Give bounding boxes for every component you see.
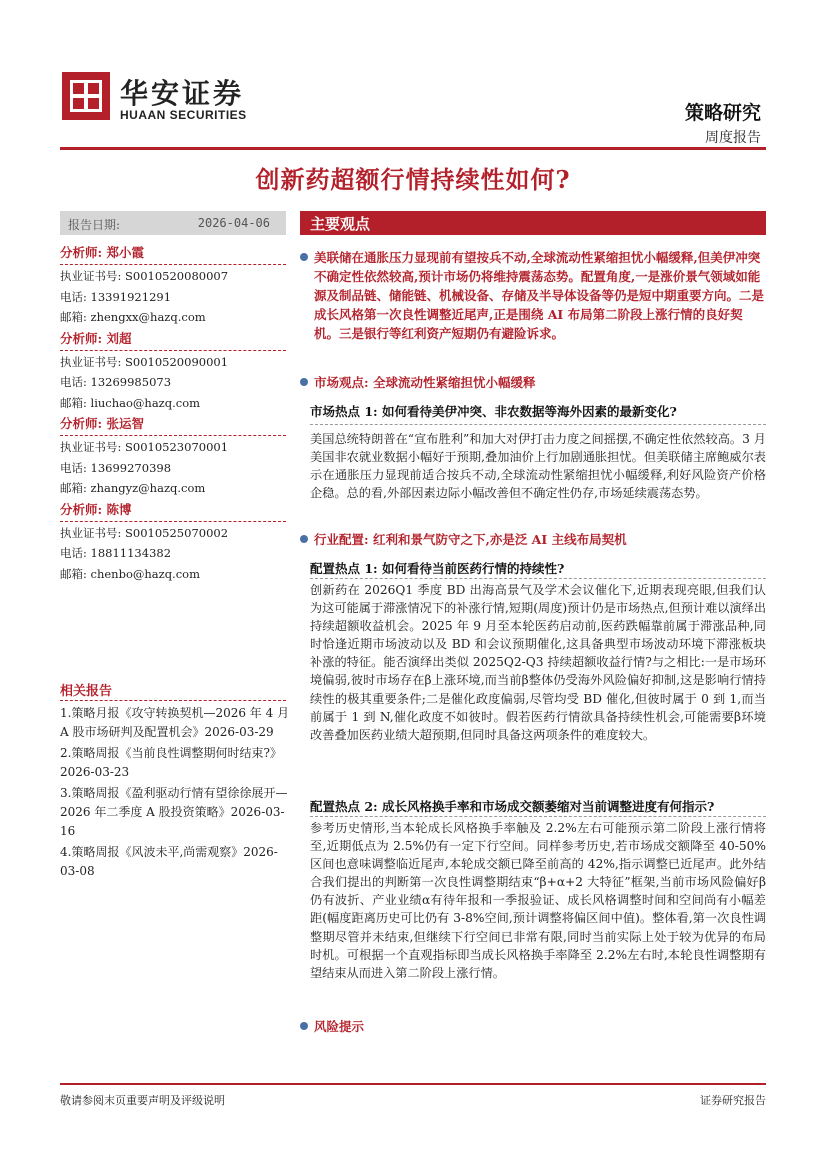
- market-view-title: 市场观点: 全球流动性紧缩担忧小幅缓释: [314, 375, 536, 390]
- risk-title: 风险提示: [314, 1019, 365, 1034]
- market-hotspot-paragraph: 美国总统特朗普在“宣布胜利”和加大对伊打击力度之间摇摆,不确定性依然较高。3 月美国非农就业数据小幅好于预期,叠加油价上行加剧通胀担忧。但美联储主席鲍威尔表示在通胀压力显现前适合按兵不动,全球流动性紧缩担忧小幅缓释,利好风险资产价格企稳。总的看,外部因素边际小幅改善但不确定性仍存,市场延续震荡态势。: [310, 432, 766, 501]
- analyst-phone: 电话: 13699270398: [60, 460, 172, 475]
- analyst-list: [60, 242, 286, 584]
- topic-divider: [310, 816, 766, 817]
- analyst-name: 分析师: 郑小霞: [60, 245, 144, 260]
- analyst-email[interactable]: 邮箱: zhangyz@hazq.com: [60, 481, 206, 495]
- analyst-phone: 电话: 18811134382: [60, 546, 172, 560]
- risk-bullet: [300, 1017, 766, 1036]
- analyst-email[interactable]: 邮箱: liuchao@hazq.com: [60, 395, 201, 410]
- report-date-label: 报告日期:: [68, 218, 121, 232]
- bullet-dot-icon: [300, 253, 308, 261]
- logo-mark-icon: [62, 72, 110, 120]
- industry-config-bullet: [300, 530, 766, 549]
- analyst-phone: 电话: 13269985073: [60, 375, 172, 389]
- summary-text: 美联储在通胀压力显现前有望按兵不动,全球流动性紧缩担忧小幅缓释,但美伊冲突不确定性依然较高,预计市场仍将维持震荡态势。配置角度,一是涨价景气领域如能源及制品链、储能链、机械设备、存储及半导体设备等仍是短中期重要方向。二是成长风格第一次良性调整近尾声,正是围绕 AI 布局第二阶段上涨行情的良好契机。三是银行等红利资产短期仍有避险诉求。: [314, 250, 765, 341]
- analyst-block: [60, 499, 286, 585]
- config-hotspot-1-paragraph: 创新药在 2026Q1 季度 BD 出海高景气及学术会议催化下,近期表现亮眼,但我们认为这可能属于滞涨情况下的补涨行情,短期(周度)预计仍是市场热点,但预计难以演绎出持续超额收益机会。2025 年 9 月至本轮医药启动前,医药跌幅靠前属于滞涨品种,同时恰逢近期市场波动以及 BD 和会议预期催化,这具备典型市场波动环境下滞涨板块补涨的特征。能否演绎出类似 2025Q2-Q3 持续超额收益行情?与之相比:一是市场环境偏弱,彼时市场存在β上涨环境,而当前β整体仍受海外风险偏好抑制,这是影响行情持续性的极其重要条件;二是催化政度偏弱,尽管均受 BD 催化,但彼时属于 0 到 1,而当前属于 1 到 N,催化政度不如彼时。假若医药行情欲具备持续性机会,可能需要β环境改善叠加医药业绩大超预期,但同时具备这两项条件的难度较大。: [310, 583, 767, 742]
- related-reports-title: 相关报告: [60, 684, 113, 699]
- market-view-bullet: [300, 373, 766, 392]
- main-points-title: 主要观点: [310, 215, 371, 233]
- report-date-bar: [60, 211, 286, 235]
- analyst-cert: 执业证书号: S0010525070002: [60, 525, 229, 540]
- bullet-dot-icon: [300, 378, 308, 386]
- analyst-name: 分析师: 刘超: [60, 330, 132, 346]
- topic-divider: [310, 578, 766, 579]
- logo-chinese-name: 华安证券: [120, 77, 245, 110]
- bullet-dot-icon: [300, 1022, 308, 1030]
- analyst-name: 分析师: 陈博: [60, 501, 132, 517]
- related-report-item[interactable]: 4.策略周报《风波未平,尚需观察》2026-03-08: [60, 845, 278, 878]
- footer-divider: [60, 1083, 766, 1085]
- analyst-block: [60, 242, 286, 328]
- related-reports-divider: [60, 700, 286, 701]
- analyst-cert: 执业证书号: S0010523070001: [60, 440, 229, 454]
- analyst-block: [60, 413, 286, 499]
- config-hotspot-2-title: 配置热点 2: 成长风格换手率和市场成交额萎缩对当前调整进度有何指示?: [310, 799, 715, 814]
- topic-divider: [310, 424, 766, 425]
- industry-config-title: 行业配置: 红利和景气防守之下,亦是泛 AI 主线布局契机: [314, 532, 627, 547]
- footer-report-label: 证券研究报告: [700, 1094, 766, 1107]
- analyst-cert: 执业证书号: S0010520090001: [60, 354, 229, 369]
- analyst-name: 分析师: 张运智: [60, 416, 144, 431]
- analyst-block: [60, 328, 286, 414]
- summary-bullet: [300, 248, 766, 343]
- analyst-cert: 执业证书号: S0010520080007: [60, 269, 229, 283]
- header-divider: [60, 147, 766, 150]
- analyst-phone: 电话: 13391921291: [60, 289, 172, 304]
- market-hotspot-title: 市场热点 1: 如何看待美伊冲突、非农数据等海外因素的最新变化?: [310, 404, 677, 419]
- analyst-email[interactable]: 邮箱: zhengxx@hazq.com: [60, 310, 206, 324]
- report-date-value: 2026-04-06: [197, 216, 270, 230]
- related-report-item[interactable]: 1.策略月报《攻守转换契机—2026 年 4 月 A 股市场研判及配置机会》2026-03-29: [60, 706, 290, 739]
- logo-english-name: HUAAN SECURITIES: [120, 108, 247, 122]
- related-report-item[interactable]: 2.策略周报《当前良性调整期何时结束?》2026-03-23: [60, 746, 282, 779]
- page-title: 创新药超额行情持续性如何?: [255, 165, 571, 194]
- analyst-email[interactable]: 邮箱: chenbo@hazq.com: [60, 566, 200, 581]
- report-type: 周度报告: [705, 130, 761, 146]
- related-report-item[interactable]: 3.策略周报《盈利驱动行情有望徐徐展开—2026 年二季度 A 股投资策略》2026-03-16: [60, 786, 288, 838]
- related-reports-list: [60, 704, 292, 883]
- config-hotspot-1-title: 配置热点 1: 如何看待当前医药行情的持续性?: [310, 561, 565, 576]
- main-points-header: [300, 211, 766, 235]
- footer-disclaimer: 敬请参阅末页重要声明及评级说明: [60, 1094, 225, 1107]
- config-hotspot-2-paragraph: 参考历史情形,当本轮成长风格换手率触及 2.2%左右可能预示第二阶段上涨行情将至,近期低点为 2.5%仍有一定下行空间。同样参考历史,若市场成交额降至 40-50%区间也意味调整临近尾声,本轮成交额已降至前高的 42%,指示调整已近尾声。此外结合我们提出的判断第一次良性调整期结束“β+α+2 大特征”框架,当前市场风险偏好β仍有波折、产业业绩α有待年报和一季报验证、成长风格调整时间和空间尚有小幅差距(幅度距离历史可比仍有 3-8%空间,预计调整将偏区间中值)。整体看,第一次良性调整期尽管并未结束,但继续下行空间已非常有限,同时当前实际上处于较为优异的布局时机。可根据一个直观指标即当成长风格换手率降至 2.2%左右时,本轮良性调整期有望结束从而进入第二阶段上涨行情。: [310, 821, 766, 980]
- bullet-dot-icon: [300, 535, 308, 543]
- report-category: 策略研究: [684, 102, 761, 124]
